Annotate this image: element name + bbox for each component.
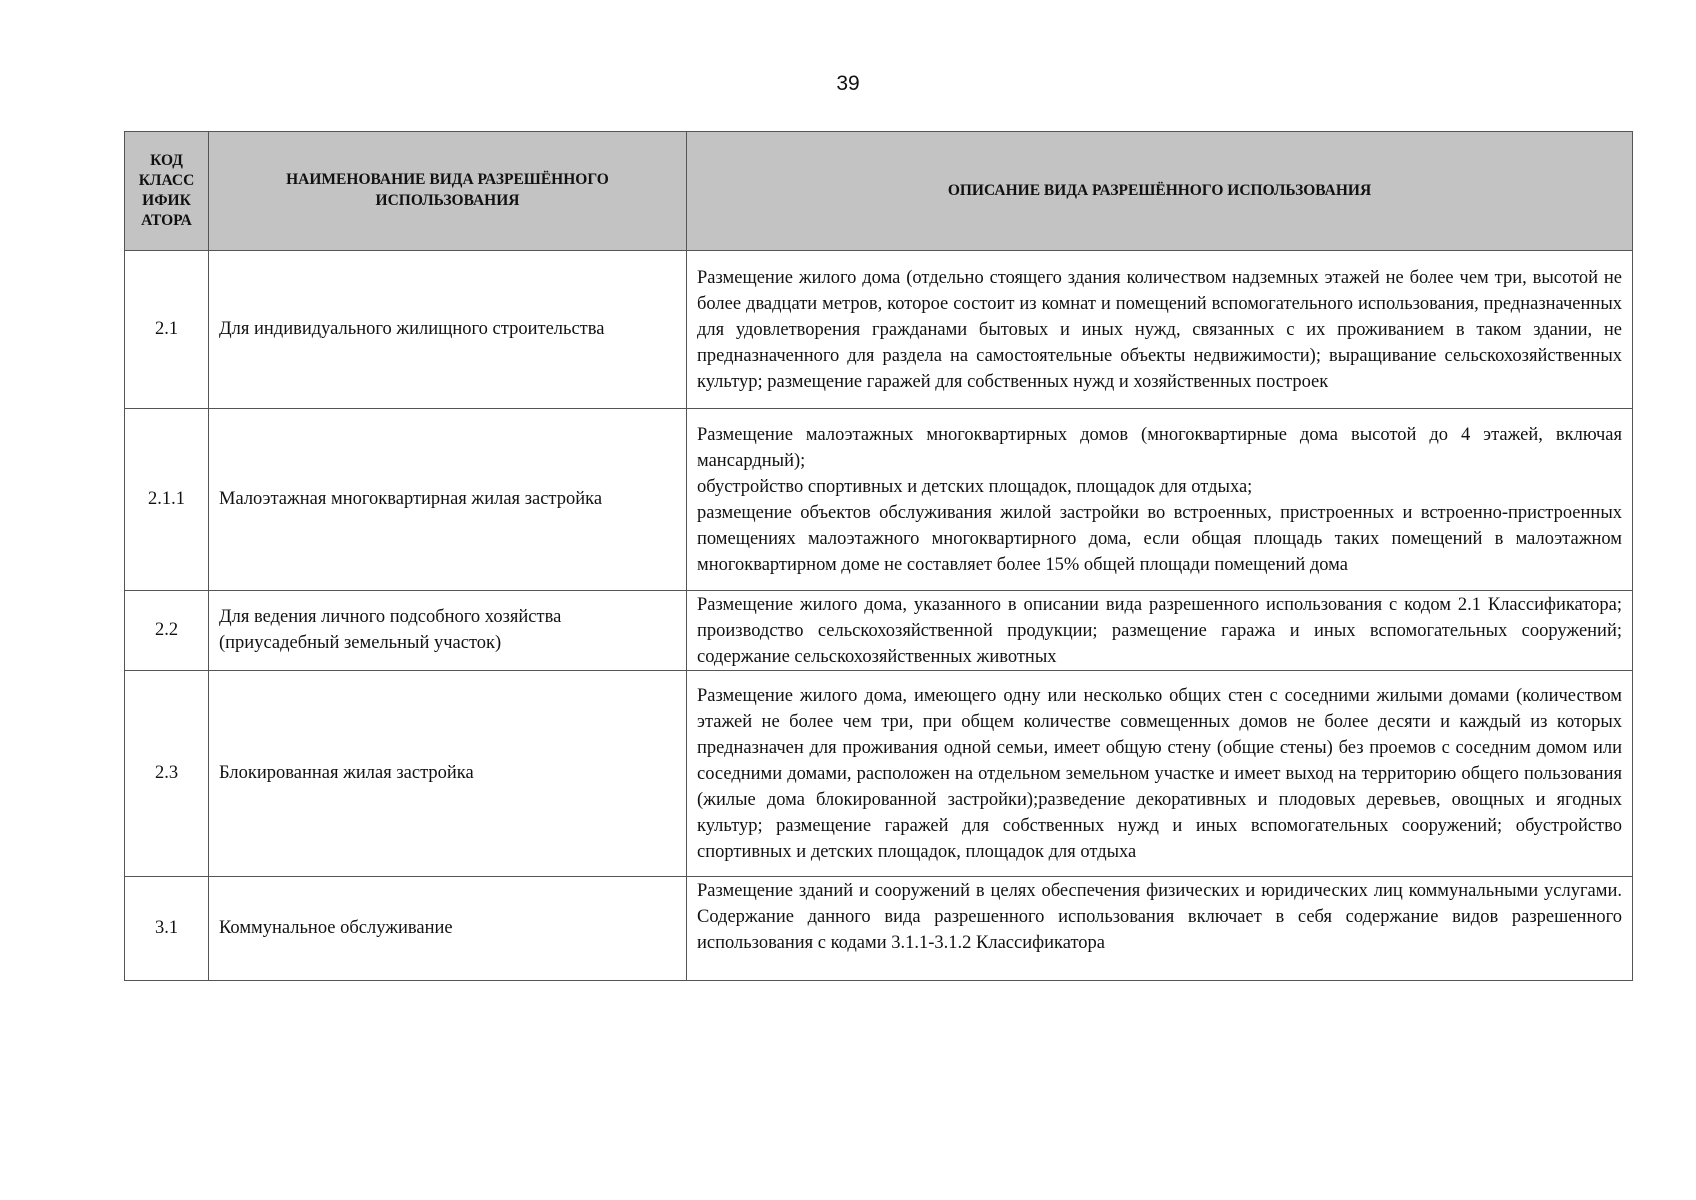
description-line: Размещение малоэтажных многоквартирных домов (многоквартирные дома высотой до 4 этажей, включая мансардный); bbox=[697, 425, 1622, 471]
row-description: Размещение жилого дома (отдельно стоящего здания количеством надземных этажей не более чем три, высотой не более двадцати метров, которое состоит из комнат и помещений вспомогательного использования, предназначенных для удовлетворения гражданами бытовых и иных нужд, связанных с их проживанием в таком здании, не предназначенного для раздела на самостоятельные объекты недвижимости); выращивание сельскохозяйственных культур; размещение гаражей для собственных нужд и хозяйственных построек bbox=[687, 251, 1633, 409]
row-code: 2.3 bbox=[125, 671, 209, 877]
table-header-row bbox=[125, 132, 1633, 251]
table-row bbox=[125, 251, 1633, 409]
row-name: Для ведения личного подсобного хозяйства (приусадебный земельный участок) bbox=[209, 591, 687, 671]
table-row bbox=[125, 877, 1633, 981]
table-row bbox=[125, 671, 1633, 877]
row-description bbox=[687, 409, 1633, 591]
row-code: 2.1.1 bbox=[125, 409, 209, 591]
table-row bbox=[125, 409, 1633, 591]
row-name: Малоэтажная многоквартирная жилая застройка bbox=[209, 409, 687, 591]
row-name: Коммунальное обслуживание bbox=[209, 877, 687, 981]
row-name: Для индивидуального жилищного строительства bbox=[209, 251, 687, 409]
description-line: размещение объектов обслуживания жилой застройки во встроенных, пристроенных и встроенно-пристроенных помещениях малоэтажного многоквартирного дома, если общая площадь таких помещений в малоэтажном многоквартирном доме не составляет более 15% общей площади помещений дома bbox=[697, 503, 1622, 575]
row-description: Размещение жилого дома, указанного в описании вида разрешенного использования с кодом 2.1 Классификатора; производство сельскохозяйственной продукции; размещение гаража и иных вспомогательных сооружений; содержание сельскохозяйственных животных bbox=[687, 591, 1633, 671]
row-description: Размещение зданий и сооружений в целях обеспечения физических и юридических лиц коммунальными услугами. Содержание данного вида разрешенного использования включает в себя содержание видов разрешенного использования с кодами 3.1.1-3.1.2 Классификатора bbox=[687, 877, 1633, 981]
header-description: ОПИСАНИЕ ВИДА РАЗРЕШЁННОГО ИСПОЛЬЗОВАНИЯ bbox=[687, 132, 1633, 251]
header-code: КОД КЛАСС ИФИК АТОРА bbox=[125, 132, 209, 251]
header-name: НАИМЕНОВАНИЕ ВИДА РАЗРЕШЁННОГО ИСПОЛЬЗОВАНИЯ bbox=[209, 132, 687, 251]
row-code: 3.1 bbox=[125, 877, 209, 981]
row-code: 2.2 bbox=[125, 591, 209, 671]
land-use-table bbox=[124, 131, 1633, 981]
row-description: Размещение жилого дома, имеющего одну или несколько общих стен с соседними жилыми домами (количеством этажей не более чем три, при общем количестве совмещенных домов не более десяти и каждый из которых предназначен для проживания одной семьи, имеет общую стену (общие стены) без проемов с соседним домом или соседними домами, расположен на отдельном земельном участке и имеет выход на территорию общего пользования (жилые дома блокированной застройки);разведение декоративных и плодовых деревьев, овощных и ягодных культур; размещение гаражей для собственных нужд и иных вспомогательных сооружений; обустройство спортивных и детских площадок, площадок для отдыха bbox=[687, 671, 1633, 877]
page-number: 39 bbox=[836, 72, 860, 95]
row-code: 2.1 bbox=[125, 251, 209, 409]
row-name: Блокированная жилая застройка bbox=[209, 671, 687, 877]
table-row bbox=[125, 591, 1633, 671]
description-line: обустройство спортивных и детских площадок, площадок для отдыха; bbox=[697, 477, 1253, 497]
